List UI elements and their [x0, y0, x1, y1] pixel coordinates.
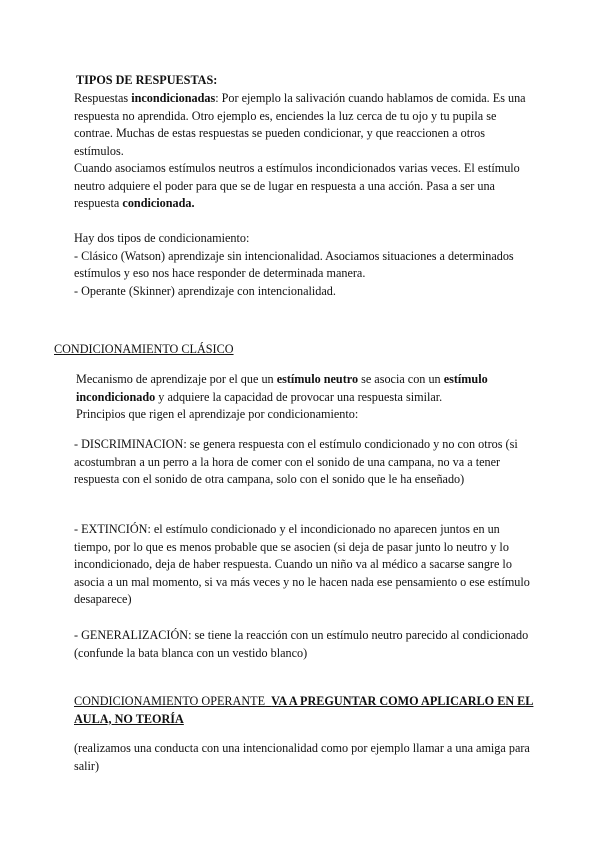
tipos-paragraph-3	[74, 230, 534, 300]
clasico-paragraph-1	[76, 371, 538, 424]
list-item-clasico: - Clásico (Watson) aprendizaje sin intencionalidad. Asociamos situaciones a determinados estímulos y eso nos hace responder de determinada manera.	[74, 248, 514, 281]
list-item-operante: - Operante (Skinner) aprendizaje con intencionalidad.	[74, 283, 336, 298]
tipos-paragraph-1	[74, 90, 534, 160]
exam-note: VA A PREGUNTAR COMO APLICARLO EN EL AULA, NO TEORÍA	[74, 694, 534, 726]
section-tipos-de-respuestas	[76, 72, 536, 90]
section-condicionamiento-operante	[74, 693, 536, 728]
operante-paragraph-1	[74, 740, 536, 775]
text-paragraph: - DISCRIMINACION: se genera respuesta con el estímulo condicionado y no con otros (si acostumbran a un perro a la hora de comer con el sonido de una campana, no va a tener respuesta con el sonido de otra campana, solo con el sonido que le ha enseñado)	[74, 437, 518, 487]
bold-term-condicionada: condicionada.	[122, 196, 195, 211]
text-paragraph: - GENERALIZACIÓN: se tiene la reacción con un estímulo neutro parecido al condicionado (confunde la bata blanca con un vestido blanco)	[74, 628, 529, 660]
text-run: se asocia con un	[358, 372, 444, 386]
bold-term-incondicionadas: incondicionadas	[131, 91, 216, 105]
text-line: Hay dos tipos de condicionamiento:	[74, 231, 250, 245]
section-title-clasico: CONDICIONAMIENTO CLÁSICO	[54, 342, 234, 356]
tipos-paragraph-2	[74, 160, 534, 213]
text-paragraph: - EXTINCIÓN: el estímulo condicionado y el incondicionado no aparecen juntos en un tiempo, por lo que es menos probable que se asocien (si deja de pasar junto lo neutro y lo incondicionado, deja de haber respuesta. Cuando un niño va al médico a sacarse sangre lo asocia a un mal momento, si va más veces y no le hacen nada ese pensamiento o ese estímulo desaparece)	[74, 522, 530, 607]
bold-term-estimulo-neutro: estímulo neutro	[276, 372, 359, 386]
principle-discriminacion	[74, 436, 536, 489]
text-run: y adquiere la capacidad de provocar una respuesta similar.	[155, 389, 443, 404]
section-title-tipos: TIPOS DE RESPUESTAS:	[76, 73, 218, 87]
text-run: Respuestas	[74, 91, 132, 105]
bold-term-estimulo-incondicionado: estímulo incondicionado	[76, 372, 488, 404]
text-run: Mecanismo de aprendizaje por el que un	[76, 372, 277, 386]
text-run: Cuando asociamos estímulos neutros a estímulos incondicionados varias veces. El estímulo neutro adquiere el poder para que se de lugar en respuesta a una acción. Pasa a ser una respuesta	[74, 161, 520, 211]
section-condicionamiento-clasico	[54, 341, 514, 359]
text-paragraph: (realizamos una conducta con una intencionalidad como por ejemplo llamar a una amiga para salir)	[74, 741, 530, 773]
principle-generalizacion	[74, 627, 536, 662]
principle-extincion	[74, 521, 536, 609]
text-run: : Por ejemplo la salivación cuando hablamos de comida. Es una respuesta no aprendida. Otro ejemplo es, enciendes la luz cerca de tu ojo y tu pupila se contrae. Muchas de estas respuestas se pueden condicionar, y que reaccionen a otros estímulos.	[74, 91, 526, 158]
section-title-operante: CONDICIONAMIENTO OPERANTE	[74, 694, 266, 708]
text-line: Principios que rigen el aprendizaje por condicionamiento:	[76, 407, 359, 422]
